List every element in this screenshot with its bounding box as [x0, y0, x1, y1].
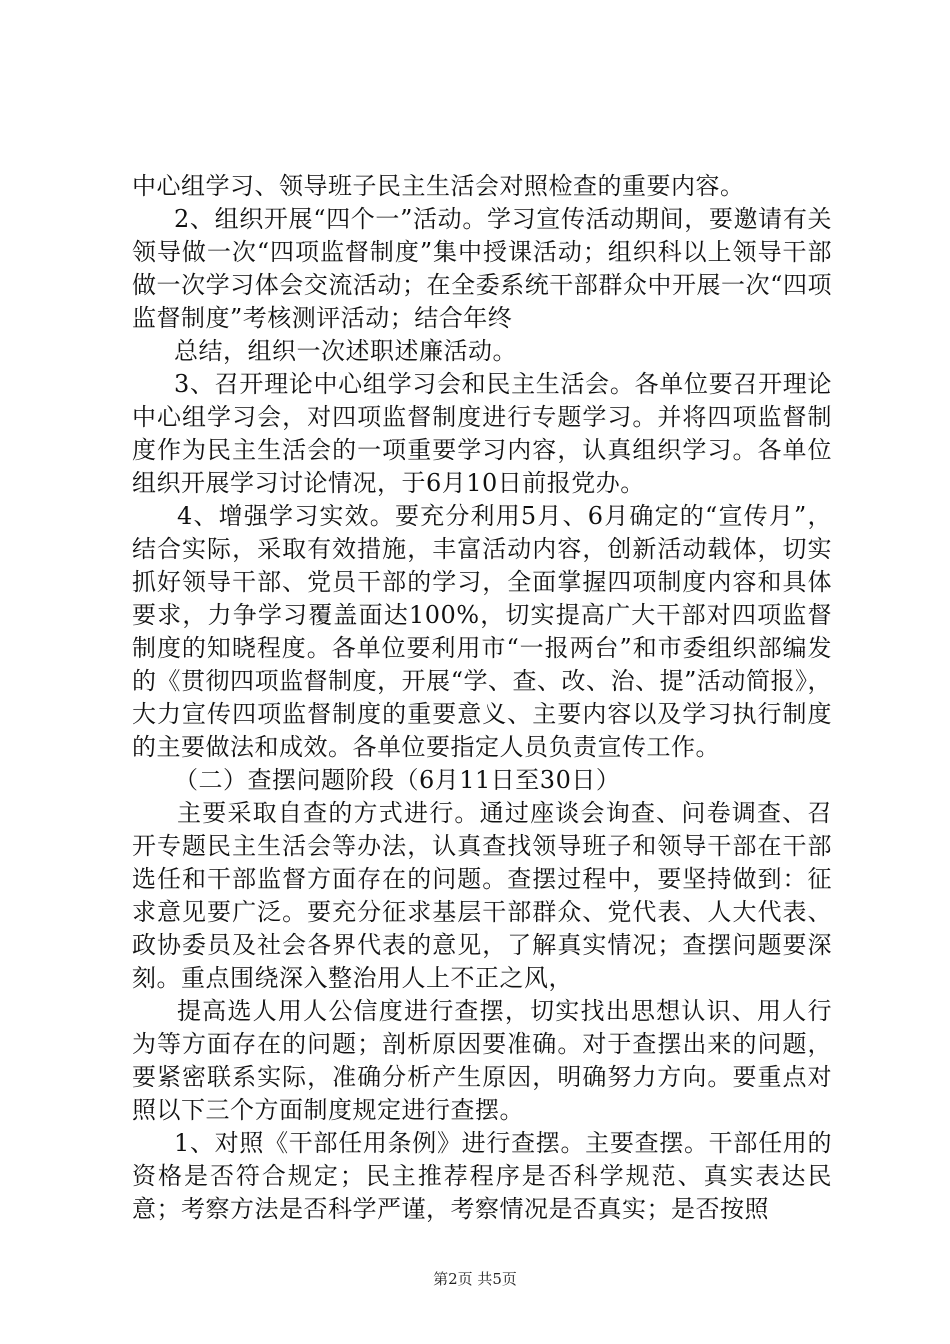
paragraph-section-2-detail: 提高选人用人公信度进行查摆，切实找出思想认识、用人行为等方面存在的问题；剖析原因要准确。对于查摆出来的问题，要紧密联系实际，准确分析产生原因，明确努力方向。要重点对照以下三个方面制度规定进行查摆。 [132, 997, 832, 1124]
document-body [132, 170, 832, 1226]
paragraph-item-2: 2、组织开展“四个一”活动。学习宣传活动期间，要邀请有关领导做一次“四项监督制度”集中授课活动；组织科以上领导干部做一次学习体会交流活动；在全委系统干部群众中开展一次“四项监督制度”考核测评活动；结合年终 [132, 205, 832, 332]
paragraph-section-2-intro: 主要采取自查的方式进行。通过座谈会询查、问卷调查、召开专题民主生活会等办法，认真查找领导班子和领导干部在干部选任和干部监督方面存在的问题。查摆过程中，要坚持做到：征求意见要广泛。要充分征求基层干部群众、党代表、人大代表、政协委员及社会各界代表的意见，了解真实情况；查摆问题要深刻。重点围绕深入整治用人上不正之风， [132, 799, 832, 992]
section-heading-2: （二）查摆问题阶段（6月11日至30日） [174, 766, 621, 794]
page-number-footer: 第2页 共5页 [433, 1270, 517, 1288]
paragraph-item-3: 3、召开理论中心组学习会和民主生活会。各单位要召开理论中心组学习会，对四项监督制度进行专题学习。并将四项监督制度作为民主生活会的一项重要学习内容，认真组织学习。各单位组织开展学习讨论情况，于6月10日前报党办。 [132, 370, 832, 497]
paragraph-section-2-item-1: 1、对照《干部任用条例》进行查摆。主要查摆。干部任用的资格是否符合规定；民主推荐程序是否科学规范、真实表达民意；考察方法是否科学严谨，考察情况是否真实；是否按照 [132, 1129, 832, 1223]
paragraph-continuation: 中心组学习、领导班子民主生活会对照检查的重要内容。 [132, 172, 745, 200]
paragraph-item-2-end: 总结，组织一次述职述廉活动。 [174, 337, 517, 365]
paragraph-item-4: 4、增强学习实效。要充分利用5月、6月确定的“宣传月”，结合实际，采取有效措施，丰富活动内容，创新活动载体，切实抓好领导干部、党员干部的学习，全面掌握四项制度内容和具体要求，力争学习覆盖面达100%，切实提高广大干部对四项监督制度的知晓程度。各单位要利用市“一报两台”和市委组织部编发的《贯彻四项监督制度，开展“学、查、改、治、提”活动简报》，大力宣传四项监督制度的重要意义、主要内容以及学习执行制度的主要做法和成效。各单位要指定人员负责宣传工作。 [132, 502, 832, 761]
